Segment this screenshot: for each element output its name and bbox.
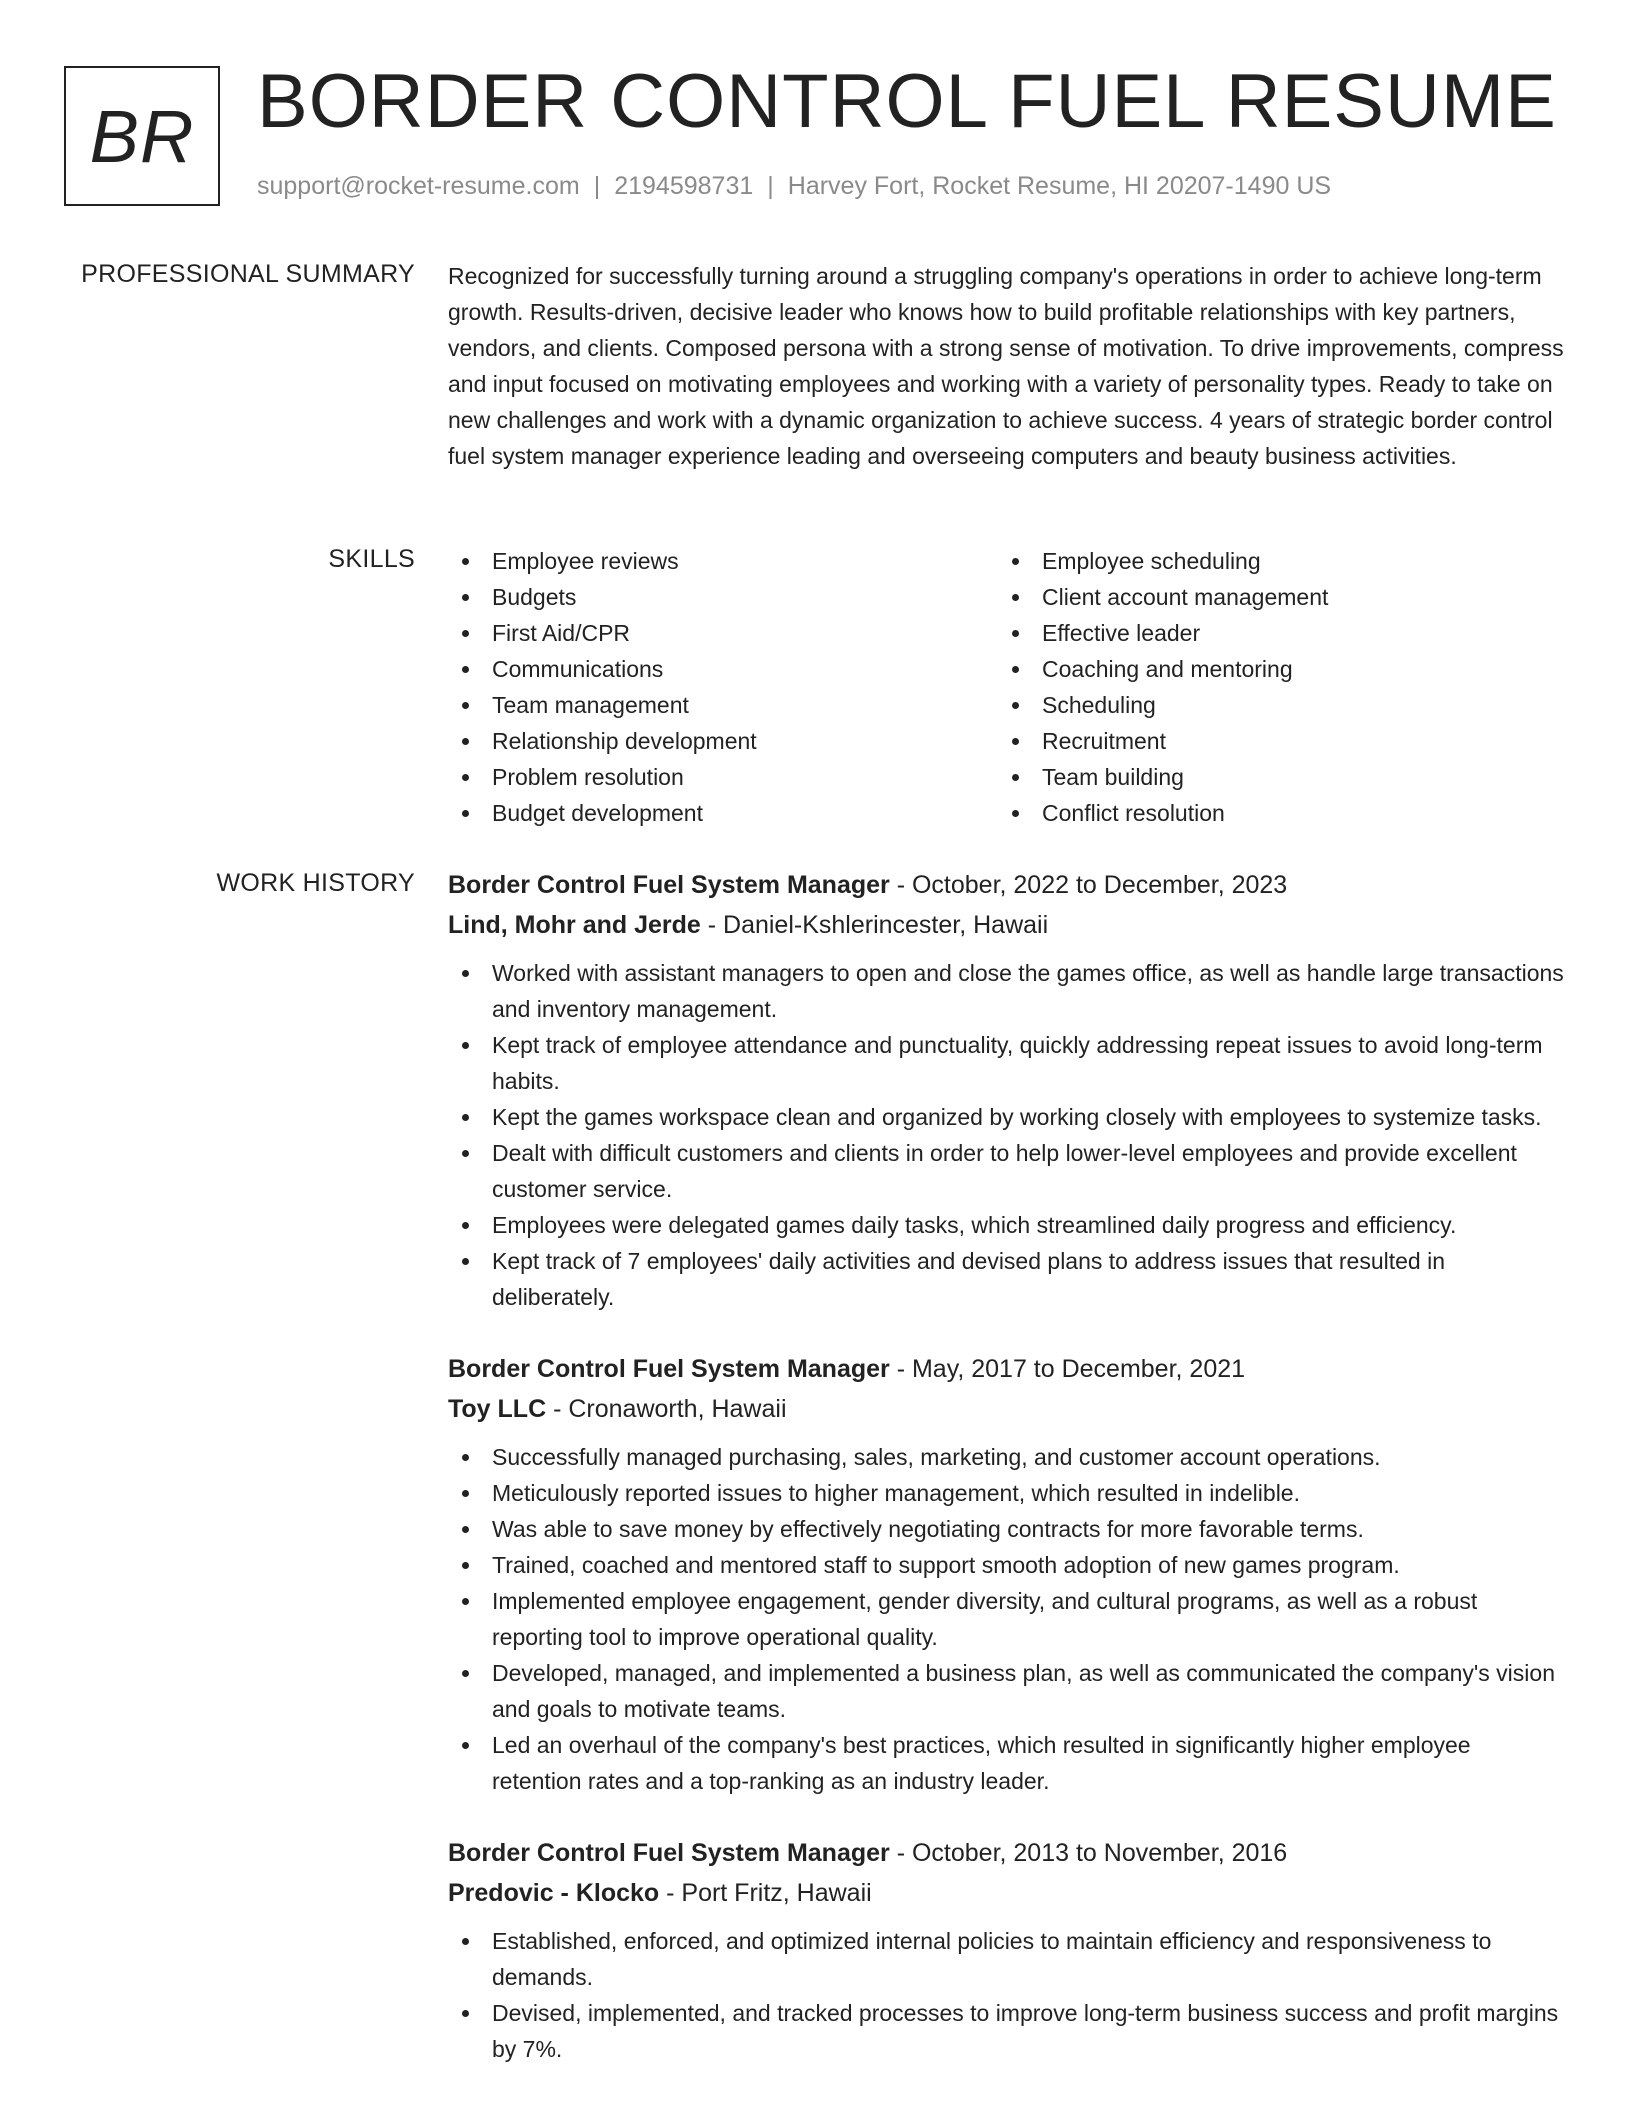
skill-item: Effective leader	[998, 615, 1548, 651]
job-location: - Cronaworth, Hawaii	[546, 1395, 787, 1423]
job-bullet: Meticulously reported issues to higher management, which resulted in indelible.	[448, 1475, 1566, 1511]
job-bullet: Dealt with difficult customers and clients in order to help lower-level employees and provide excellent customer service.	[448, 1135, 1566, 1207]
skill-item: Communications	[448, 651, 998, 687]
skills-heading: SKILLS	[328, 545, 415, 573]
job-title-line	[448, 1349, 1566, 1389]
monogram-initials: BR	[89, 94, 195, 178]
job-entry	[448, 865, 1566, 1315]
job-dates: - October, 2013 to November, 2016	[889, 1839, 1288, 1867]
skill-item: Problem resolution	[448, 759, 998, 795]
job-title-line	[448, 865, 1566, 905]
job-bullet: Trained, coached and mentored staff to support smooth adoption of new games program.	[448, 1547, 1566, 1583]
job-bullets	[448, 1923, 1566, 2067]
job-company-line	[448, 1873, 1566, 1913]
skill-item: Relationship development	[448, 723, 998, 759]
job-bullet: Kept track of employee attendance and punctuality, quickly addressing repeat issues to avoid long-term habits.	[448, 1027, 1566, 1099]
skill-item: Recruitment	[998, 723, 1548, 759]
skill-item: Employee scheduling	[998, 543, 1548, 579]
job-bullet: Implemented employee engagement, gender diversity, and cultural programs, as well as a robust reporting tool to improve operational quality.	[448, 1583, 1566, 1655]
job-dates: - October, 2022 to December, 2023	[889, 871, 1288, 899]
job-company-line	[448, 905, 1566, 945]
skills-list-right	[998, 543, 1548, 831]
skill-item: Scheduling	[998, 687, 1548, 723]
job-bullet: Worked with assistant managers to open and close the games office, as well as handle large transactions and inventory management.	[448, 955, 1566, 1027]
job-bullet: Successfully managed purchasing, sales, marketing, and customer account operations.	[448, 1439, 1566, 1475]
contact-separator: |	[593, 172, 601, 200]
skill-item: Budget development	[448, 795, 998, 831]
job-title-line	[448, 1833, 1566, 1873]
monogram-logo	[64, 66, 220, 206]
skill-item: Team building	[998, 759, 1548, 795]
job-location: - Port Fritz, Hawaii	[659, 1879, 872, 1907]
job-bullet: Led an overhaul of the company's best practices, which resulted in significantly higher employee retention rates and a top-ranking as an industry leader.	[448, 1727, 1566, 1799]
skill-item: Employee reviews	[448, 543, 998, 579]
resume-header	[257, 58, 1592, 201]
job-bullet: Devised, implemented, and tracked processes to improve long-term business success and profit margins by 7%.	[448, 1995, 1566, 2067]
job-bullet: Was able to save money by effectively negotiating contracts for more favorable terms.	[448, 1511, 1566, 1547]
summary-body	[448, 258, 1566, 474]
contact-separator: |	[767, 172, 774, 200]
job-bullet: Developed, managed, and implemented a business plan, as well as communicated the company's vision and goals to motivate teams.	[448, 1655, 1566, 1727]
job-company-line	[448, 1389, 1566, 1429]
job-entry	[448, 1349, 1566, 1799]
resume-name: BORDER CONTROL FUEL RESUME	[257, 59, 1557, 144]
contact-address: Harvey Fort, Rocket Resume, HI 20207-1490 US	[787, 172, 1332, 200]
job-company: Predovic - Klocko	[448, 1879, 660, 1907]
job-location: - Daniel-Kshlerincester, Hawaii	[700, 911, 1049, 939]
job-bullet: Employees were delegated games daily tasks, which streamlined daily progress and efficiency.	[448, 1207, 1566, 1243]
contact-email: support@rocket-resume.com	[257, 172, 580, 200]
job-bullets	[448, 955, 1566, 1315]
job-title: Border Control Fuel System Manager	[448, 871, 890, 899]
skills-list-left	[448, 543, 998, 831]
contact-phone: 2194598731	[614, 172, 754, 200]
skill-item: Conflict resolution	[998, 795, 1548, 831]
work-history-body	[448, 865, 1566, 2101]
job-dates: - May, 2017 to December, 2021	[889, 1355, 1246, 1383]
contact-line	[257, 172, 1592, 201]
job-entry	[448, 1833, 1566, 2067]
skill-item: Budgets	[448, 579, 998, 615]
job-title: Border Control Fuel System Manager	[448, 1839, 890, 1867]
work-history-heading: WORK HISTORY	[216, 869, 415, 897]
job-bullet: Established, enforced, and optimized internal policies to maintain efficiency and responsiveness to demands.	[448, 1923, 1566, 1995]
job-company: Lind, Mohr and Jerde	[448, 911, 701, 939]
skill-item: Coaching and mentoring	[998, 651, 1548, 687]
job-bullet: Kept track of 7 employees' daily activities and devised plans to address issues that resulted in deliberately.	[448, 1243, 1566, 1315]
skill-item: Client account management	[998, 579, 1548, 615]
job-bullets	[448, 1439, 1566, 1799]
skill-item: First Aid/CPR	[448, 615, 998, 651]
summary-heading: PROFESSIONAL SUMMARY	[81, 260, 415, 288]
skill-item: Team management	[448, 687, 998, 723]
job-bullet: Kept the games workspace clean and organized by working closely with employees to systemize tasks.	[448, 1099, 1566, 1135]
skills-columns	[448, 543, 1566, 831]
skills-body	[448, 543, 1566, 831]
job-title: Border Control Fuel System Manager	[448, 1355, 890, 1383]
summary-text: Recognized for successfully turning around a struggling company's operations in order to achieve long-term growth. Results-driven, decisive leader who knows how to build profitable relationships with key partners, vendors, and clients. Composed persona with a strong sense of motivation. To drive improvements, compress and input focused on motivating employees and working with a variety of personality types. Ready to take on new challenges and work with a dynamic organization to achieve success. 4 years of strategic border control fuel system manager experience leading and overseeing computers and beauty business activities.	[448, 263, 1564, 469]
job-company: Toy LLC	[448, 1395, 547, 1423]
